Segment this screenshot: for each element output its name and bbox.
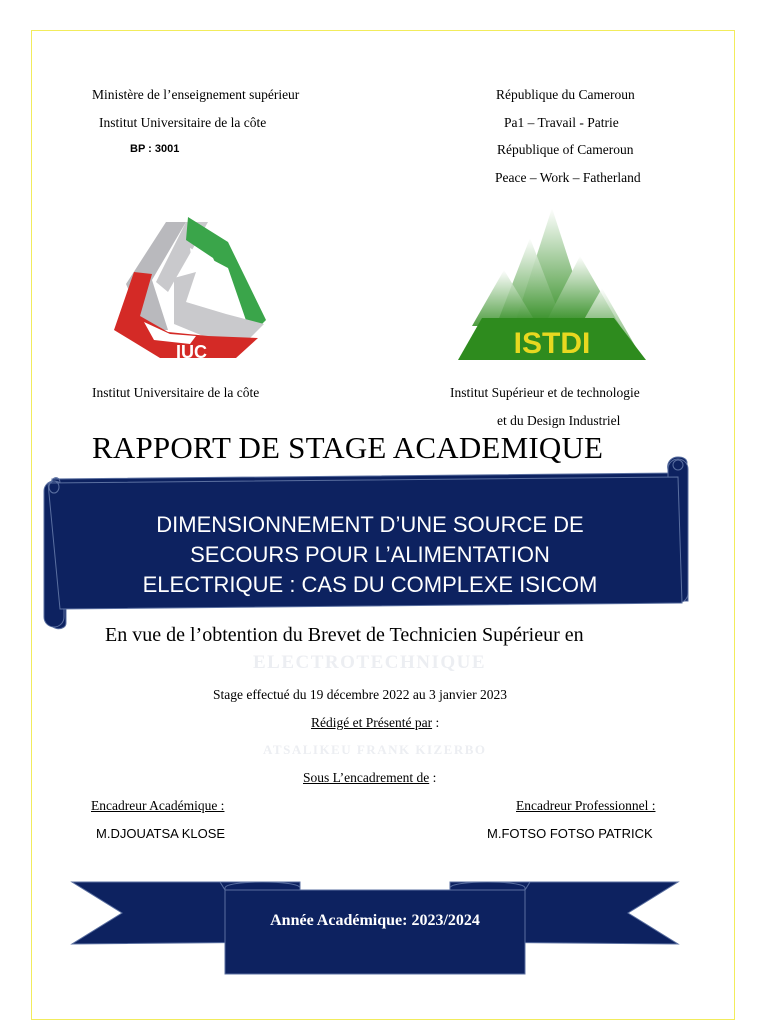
professional-supervisor-label: Encadreur Professionnel :	[516, 798, 656, 813]
subject-line-1: DIMENSIONNEMENT D’UNE SOURCE DE	[156, 512, 584, 537]
professional-supervisor-name: M.FOTSO FOTSO PATRICK	[487, 826, 653, 841]
academic-supervisor-label: Encadreur Académique :	[91, 798, 225, 813]
encadrement-colon: :	[429, 770, 437, 785]
republic-en: République of Cameroun	[497, 142, 634, 157]
redige-colon: :	[432, 715, 440, 730]
institute-line: Institut Universitaire de la côte	[99, 115, 267, 130]
motto-fr: Pa1 – Travail - Patrie	[504, 115, 619, 130]
motto-en: Peace – Work – Fatherland	[495, 170, 641, 185]
stage-dates: Stage effectué du 19 décembre 2022 au 3 janvier 2023	[213, 687, 508, 702]
author-name: ATSALIKEU FRANK KIZERBO	[263, 742, 487, 757]
specialty: ELECTROTECHNIQUE	[253, 652, 487, 673]
iuc-logo	[108, 212, 273, 364]
istdi-logo-text: ISTDI	[513, 327, 591, 360]
obtention-text: En vue de l’obtention du Brevet de Technicien Supérieur en	[105, 624, 584, 646]
redige-label: Rédigé et Présenté par	[311, 715, 433, 730]
subject-text	[90, 510, 650, 600]
iuc-logo-text: IUC	[176, 342, 207, 362]
academic-supervisor-name: M.DJOUATSA KLOSE	[96, 826, 226, 841]
istdi-caption-2: et du Design Industriel	[497, 413, 621, 428]
iuc-caption: Institut Universitaire de la côte	[92, 385, 260, 400]
subject-line-3: ELECTRIQUE : CAS DU COMPLEXE ISICOM	[142, 572, 598, 597]
report-title: RAPPORT DE STAGE ACADEMIQUE	[92, 430, 604, 465]
republic-fr: République du Cameroun	[496, 87, 635, 102]
ministry-line: Ministère de l’enseignement supérieur	[92, 87, 300, 102]
subject-line-2: SECOURS POUR L’ALIMENTATION	[190, 542, 550, 567]
postal-box: BP : 3001	[130, 143, 180, 155]
encadrement-label: Sous L’encadrement de	[303, 770, 430, 785]
encadrement-line	[303, 770, 436, 786]
istdi-logo	[452, 208, 652, 368]
istdi-caption-1: Institut Supérieur et de technologie	[450, 385, 640, 400]
redige-line	[311, 715, 439, 731]
academic-year: Année Académique: 2023/2024	[270, 912, 480, 929]
